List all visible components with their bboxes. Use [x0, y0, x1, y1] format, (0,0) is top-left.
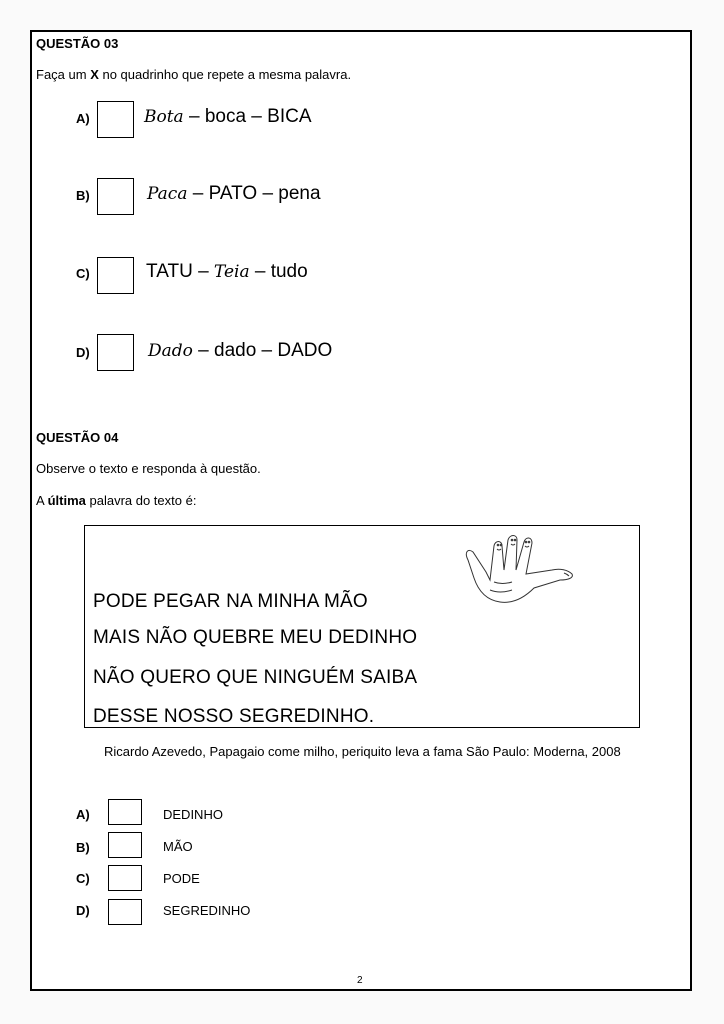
poem-line-2: MAIS NÃO QUEBRE MEU DEDINHO	[93, 627, 418, 648]
q4-option-b-text: MÃO	[163, 839, 193, 854]
q4-option-a-label: A)	[76, 807, 90, 822]
q4-option-b-checkbox[interactable]	[108, 832, 142, 858]
q4-option-d-text: SEGREDINHO	[163, 903, 251, 918]
question-4-instruction: Observe o texto e responda à questão.	[36, 461, 261, 476]
page-number: 2	[357, 975, 363, 986]
question-4-title: QUESTÃO 04	[36, 430, 119, 445]
q3-option-d-checkbox[interactable]	[97, 334, 134, 371]
q3-option-c-label: C)	[76, 266, 90, 281]
q3-option-a-words: Bota – boca – BICA	[144, 106, 312, 127]
q4-option-d-label: D)	[76, 903, 90, 918]
q3-option-b-checkbox[interactable]	[97, 178, 134, 215]
q4-option-a-text: DEDINHO	[163, 807, 223, 822]
question-3-title: QUESTÃO 03	[36, 36, 119, 51]
q3-option-a-label: A)	[76, 111, 90, 126]
citation: Ricardo Azevedo, Papagaio come milho, periquito leva a fama São Paulo: Moderna, 2008	[104, 744, 621, 759]
q4-option-d-checkbox[interactable]	[108, 899, 142, 925]
q3-option-d-words: Dado – dado – DADO	[148, 340, 333, 361]
q3-option-b-words: Paca – PATO – pena	[147, 183, 321, 204]
q3-option-d-label: D)	[76, 345, 90, 360]
hand-icon	[460, 532, 590, 608]
poem-line-1: PODE PEGAR NA MINHA MÃO	[93, 591, 368, 612]
q4-option-a-checkbox[interactable]	[108, 799, 142, 825]
q3-option-c-words: TATU – Teia – tudo	[146, 261, 308, 282]
question-3-instruction: Faça um X no quadrinho que repete a mesma palavra.	[36, 67, 352, 82]
poem-line-4: DESSE NOSSO SEGREDINHO.	[93, 706, 375, 727]
question-4-prompt: A última palavra do texto é:	[36, 493, 197, 508]
q4-option-c-text: PODE	[163, 871, 200, 886]
q3-option-b-label: B)	[76, 188, 90, 203]
q3-option-a-checkbox[interactable]	[97, 101, 134, 138]
q4-option-c-checkbox[interactable]	[108, 865, 142, 891]
poem-line-3: NÃO QUERO QUE NINGUÉM SAIBA	[93, 667, 418, 688]
q4-option-b-label: B)	[76, 840, 90, 855]
q4-option-c-label: C)	[76, 871, 90, 886]
q3-option-c-checkbox[interactable]	[97, 257, 134, 294]
